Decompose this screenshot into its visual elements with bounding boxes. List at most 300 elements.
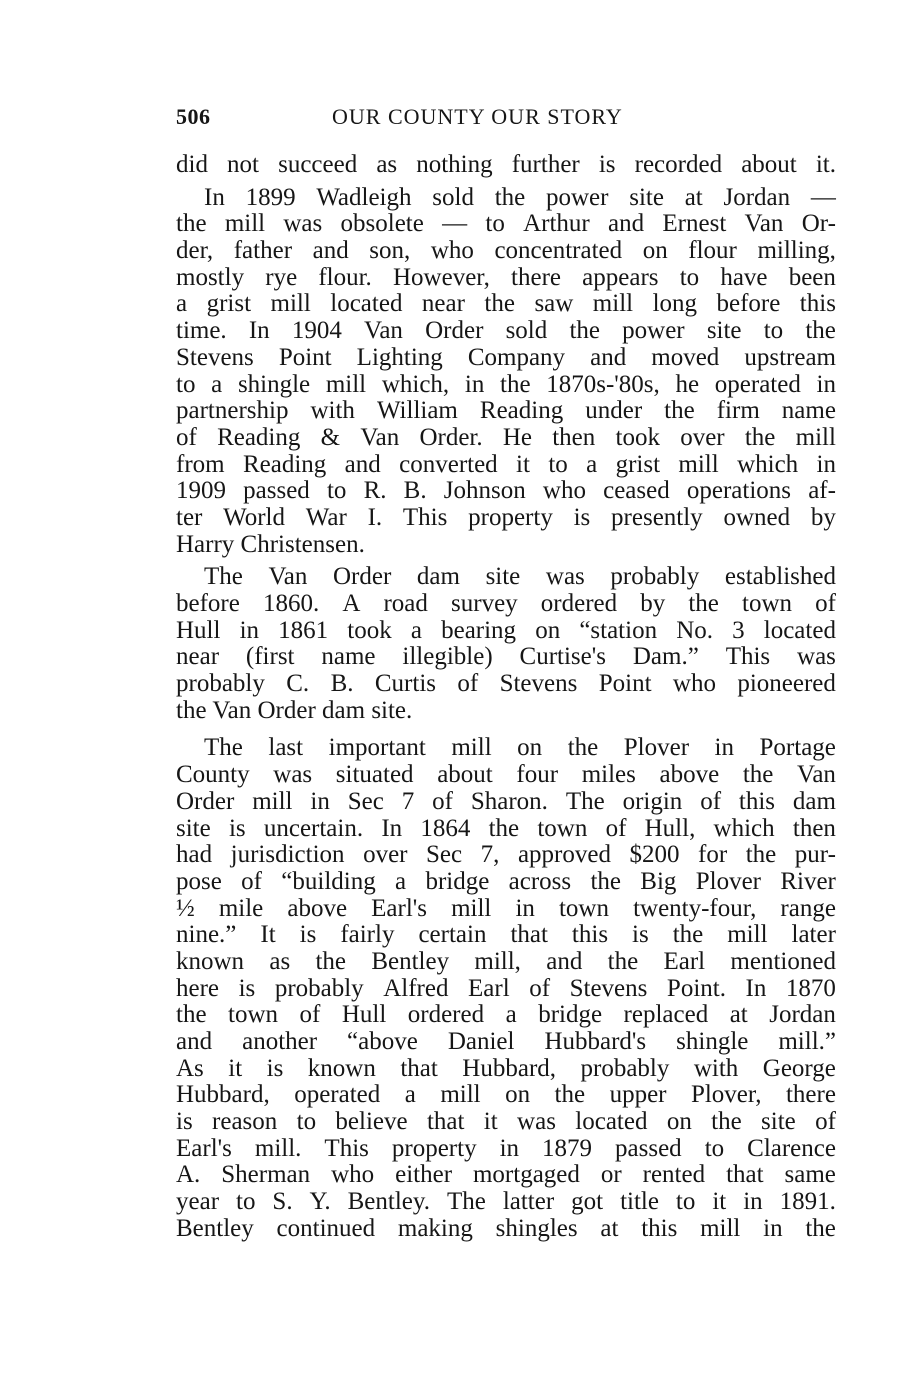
word: pioneered — [737, 670, 836, 698]
text-line — [176, 591, 836, 618]
word: & — [320, 423, 341, 451]
word: believe — [335, 1108, 408, 1136]
word: about — [741, 151, 797, 178]
word: been — [788, 263, 836, 291]
word: probably — [274, 974, 364, 1002]
word: It — [260, 921, 276, 949]
word: Daniel — [447, 1028, 515, 1055]
text-line — [176, 1109, 836, 1136]
word: is — [176, 1108, 193, 1136]
word: Company — [467, 343, 566, 371]
word: Jordan — [723, 183, 791, 211]
word: this — [641, 1214, 678, 1242]
text-line — [176, 425, 836, 452]
word: William — [376, 397, 458, 425]
word: had — [176, 841, 213, 869]
text-line — [176, 789, 836, 816]
word: probably — [610, 563, 700, 591]
word: in — [499, 1134, 520, 1162]
word: ½ — [176, 894, 195, 922]
word: Y. — [309, 1188, 331, 1216]
word: Van — [797, 761, 836, 789]
page-number: 506 — [176, 104, 211, 129]
word: father — [233, 237, 293, 265]
text-line — [176, 265, 836, 292]
word: across — [508, 867, 572, 895]
word: the — [494, 183, 526, 211]
word: moved — [651, 343, 720, 371]
word: power — [622, 317, 685, 345]
text-line — [176, 1029, 836, 1056]
word: site — [761, 1108, 796, 1136]
word: Stevens — [499, 670, 578, 698]
text-line — [176, 1002, 836, 1029]
text-line — [176, 372, 836, 399]
word: jurisdiction — [230, 841, 345, 869]
text-line — [176, 345, 836, 372]
word: Plover, — [690, 1081, 762, 1109]
word: Reading — [479, 397, 564, 425]
word: mill.” — [778, 1028, 836, 1055]
word: under — [585, 397, 643, 425]
word: the — [176, 1001, 207, 1029]
word: 7, — [480, 841, 500, 869]
word: In — [248, 317, 270, 345]
word: known — [176, 947, 245, 975]
word: R. — [363, 477, 387, 505]
word: In — [745, 974, 767, 1002]
text-line — [176, 478, 836, 505]
text-line — [176, 452, 836, 479]
word: Van — [744, 210, 784, 238]
word: 7 — [401, 787, 415, 815]
word: Earl — [663, 947, 706, 975]
word: town — [537, 814, 588, 842]
word: Lighting — [356, 343, 443, 371]
word: as — [269, 947, 291, 975]
word: this — [571, 921, 609, 949]
word: Point — [278, 343, 332, 371]
word: and — [344, 450, 381, 478]
word: sold — [505, 317, 548, 345]
word: in — [310, 787, 330, 815]
word: passed — [615, 1134, 682, 1162]
word: a — [586, 450, 598, 478]
word: of — [700, 787, 722, 815]
word: Ernest — [662, 210, 727, 238]
word: Sec — [426, 841, 463, 869]
word: a — [176, 290, 188, 318]
word: by — [810, 503, 836, 531]
word: The — [446, 1188, 486, 1216]
word: latter — [502, 1188, 555, 1216]
word: In — [381, 814, 403, 842]
word: 1861 — [278, 616, 329, 644]
text-line — [176, 1162, 836, 1189]
word: not — [227, 151, 259, 178]
word: located — [575, 1108, 648, 1136]
word: the — [744, 423, 776, 451]
word: As — [176, 1054, 204, 1082]
word: converted — [399, 450, 498, 478]
word: partnership — [176, 397, 289, 425]
word: in — [816, 370, 836, 398]
word: pose — [176, 867, 222, 895]
word: flour — [688, 237, 737, 265]
word: No. — [676, 616, 714, 644]
word: that — [510, 921, 548, 949]
text-line — [176, 1189, 836, 1216]
word: he — [675, 370, 700, 398]
word: rented — [642, 1161, 706, 1189]
word: Point — [598, 670, 652, 698]
word: is — [632, 921, 649, 949]
word: “station — [579, 616, 658, 644]
word: in — [816, 450, 836, 478]
word: the — [176, 210, 207, 238]
word: Portage — [759, 734, 836, 762]
word: of — [605, 814, 627, 842]
word: who — [672, 670, 716, 698]
word: operated — [294, 1081, 381, 1109]
word: This — [402, 503, 448, 531]
word: and — [608, 210, 645, 238]
word: in — [714, 734, 734, 762]
word: the — [315, 947, 347, 975]
text-line — [176, 762, 836, 789]
word: to — [679, 263, 700, 291]
word: illegible) — [402, 643, 493, 671]
word: The — [204, 734, 243, 762]
text-line — [176, 671, 836, 698]
word: the — [745, 841, 777, 869]
word: to — [485, 210, 505, 238]
text-line — [176, 922, 836, 949]
word: the — [554, 1081, 586, 1109]
word: 3 — [732, 616, 745, 644]
word: mill — [440, 1081, 481, 1109]
word: is — [266, 1054, 284, 1082]
word: mill — [795, 423, 836, 451]
word: Hubbard, — [176, 1081, 270, 1109]
word: I. — [367, 503, 383, 531]
word: operations — [686, 477, 792, 505]
word: was — [797, 643, 836, 671]
word: was — [283, 210, 323, 238]
word: mill — [700, 1214, 741, 1242]
word: is — [299, 921, 317, 949]
word: to — [704, 1134, 725, 1162]
word: milling, — [757, 237, 836, 265]
word: it. — [815, 151, 836, 178]
word: rye — [265, 263, 298, 291]
word: a — [505, 1001, 517, 1029]
word: 1904 — [291, 317, 342, 345]
text-line — [176, 644, 836, 671]
word: 1870s-'80s, — [546, 370, 660, 398]
word: another — [242, 1028, 318, 1055]
text-line: Harry Christensen. — [176, 530, 365, 558]
word: “above — [347, 1028, 418, 1055]
text-line — [176, 816, 836, 843]
word: at — [684, 183, 703, 211]
word: 1860. — [262, 590, 320, 617]
word: He — [502, 423, 532, 451]
word: Alfred — [383, 974, 449, 1002]
word: in — [239, 616, 260, 644]
word: mill — [451, 734, 492, 762]
word: site — [485, 563, 521, 591]
word: S. — [272, 1188, 293, 1216]
word: that — [426, 1108, 465, 1136]
text-line — [176, 869, 836, 896]
word: a — [211, 370, 223, 398]
word: at — [729, 1001, 748, 1029]
text-line — [176, 185, 836, 212]
word: shingle — [676, 1028, 749, 1055]
word: making — [397, 1214, 473, 1242]
word: Dam.” — [632, 643, 699, 671]
text-line: the Van Order dam site. — [176, 696, 413, 724]
word: a — [404, 1081, 416, 1109]
word: Hull — [341, 1001, 387, 1029]
word: upstream — [744, 343, 836, 371]
word: 1891. — [779, 1188, 836, 1216]
word: War — [305, 503, 347, 531]
word: at — [600, 1214, 619, 1242]
word: the — [805, 1214, 836, 1242]
word: the — [672, 921, 704, 949]
word: town — [228, 1001, 279, 1029]
word: in — [743, 1188, 763, 1216]
word: C. — [286, 670, 310, 698]
word: located — [763, 616, 836, 644]
word: that — [726, 1161, 764, 1189]
word: Earl — [468, 974, 510, 1002]
word: which, — [381, 370, 450, 398]
word: of — [815, 1108, 836, 1136]
word: for — [698, 841, 728, 869]
word: there — [511, 263, 561, 291]
text-line — [176, 842, 836, 869]
word: Hull — [176, 616, 221, 644]
word: on — [535, 616, 561, 644]
word: Point. — [666, 974, 726, 1002]
word: which — [713, 814, 775, 842]
word: 1864 — [420, 814, 471, 842]
word: continued — [276, 1214, 376, 1242]
word: dam — [792, 787, 836, 815]
word: is — [228, 814, 246, 842]
word: fairly — [340, 921, 395, 949]
text-line — [176, 152, 836, 179]
word: same — [784, 1161, 836, 1189]
word: there — [785, 1081, 836, 1109]
word: located — [330, 290, 403, 318]
word: son, — [369, 237, 411, 265]
word: the — [607, 947, 639, 975]
word: succeed — [278, 151, 358, 178]
word: mill — [270, 290, 311, 318]
word: Curtis — [374, 670, 436, 698]
word: of — [176, 423, 197, 451]
word: 1899 — [245, 183, 296, 211]
word: who — [542, 477, 586, 505]
word: Wadleigh — [316, 183, 412, 211]
word: the — [664, 397, 695, 425]
word: — — [810, 183, 836, 211]
word: the — [688, 590, 719, 617]
word: of — [529, 974, 551, 1002]
word: Van — [364, 317, 403, 345]
word: sold — [432, 183, 474, 211]
word: This — [324, 1134, 369, 1162]
word: did — [176, 151, 208, 178]
word: Arthur — [523, 210, 590, 238]
word: over — [363, 841, 408, 869]
word: as — [376, 151, 398, 178]
word: concentrated — [494, 237, 623, 265]
word: was — [517, 1108, 556, 1136]
word: George — [762, 1054, 836, 1082]
word: Order — [425, 317, 484, 345]
word: “building — [281, 867, 376, 895]
word: and — [546, 947, 583, 975]
word: uncertain. — [263, 814, 364, 842]
word: name — [321, 643, 376, 671]
word: shingles — [495, 1214, 578, 1242]
word: $200 — [629, 841, 680, 869]
word: site — [706, 317, 742, 345]
word: A — [342, 590, 361, 617]
word: Big — [640, 867, 677, 895]
word: Bentley — [371, 947, 450, 975]
word: flour. — [318, 263, 372, 291]
text-line — [176, 318, 836, 345]
word: to — [296, 1108, 317, 1136]
word: Van — [360, 423, 400, 451]
word: to — [548, 450, 568, 478]
word: Order. — [419, 423, 483, 451]
word: Jordan — [769, 1001, 836, 1029]
text-line — [176, 976, 836, 1003]
word: Sharon. — [470, 787, 548, 815]
word: took — [615, 423, 660, 451]
word: with — [310, 397, 355, 425]
word: it — [483, 1108, 498, 1136]
word: property — [468, 503, 553, 531]
word: B. — [330, 670, 354, 698]
word: mill — [325, 370, 367, 398]
word: in — [763, 1214, 783, 1242]
word: upper — [609, 1081, 667, 1109]
word: by — [640, 590, 666, 617]
word: firm — [716, 397, 760, 425]
word: here — [176, 974, 220, 1002]
word: survey — [451, 590, 518, 617]
word: got — [571, 1188, 604, 1216]
word: 1870 — [785, 974, 836, 1002]
text-line — [176, 1216, 836, 1243]
text-line — [176, 238, 836, 265]
word: is — [573, 503, 591, 531]
text-line — [176, 211, 836, 238]
word: The — [204, 563, 243, 591]
word: and — [176, 1028, 213, 1055]
word: to — [763, 317, 784, 345]
word: Order — [332, 563, 392, 591]
word: mile — [218, 894, 264, 922]
word: of — [241, 867, 262, 895]
word: Order — [176, 787, 235, 815]
word: about — [437, 761, 493, 789]
word: it — [712, 1188, 727, 1216]
word: bridge — [425, 867, 490, 895]
word: Plover — [695, 867, 762, 895]
word: Stevens — [176, 343, 254, 371]
word: on — [505, 1081, 531, 1109]
word: Hull, — [644, 814, 696, 842]
word: miles — [581, 761, 636, 789]
word: presently — [611, 503, 703, 531]
word: that — [400, 1054, 438, 1082]
word: it — [516, 450, 530, 478]
word: Sherman — [221, 1161, 311, 1189]
word: the — [500, 370, 531, 398]
word: mill — [451, 894, 492, 922]
word: four — [516, 761, 559, 789]
word: recorded — [634, 151, 723, 178]
word: near — [176, 643, 220, 671]
text-line — [176, 1136, 836, 1163]
text-line — [176, 949, 836, 976]
word: mill — [678, 450, 719, 478]
word: took — [347, 616, 392, 644]
word: either — [395, 1161, 453, 1189]
running-title: OUR COUNTY OUR STORY — [332, 104, 623, 129]
word: in — [515, 894, 535, 922]
word: Sec — [347, 787, 384, 815]
word: to — [176, 370, 196, 398]
word: replaced — [623, 1001, 709, 1029]
word: then — [552, 423, 596, 451]
word: der, — [176, 237, 214, 265]
word: mentioned — [730, 947, 836, 975]
word: However, — [392, 263, 490, 291]
word: town — [558, 894, 609, 922]
text-line — [176, 398, 836, 425]
word: a — [410, 616, 422, 644]
word: and — [312, 237, 349, 265]
word: bridge — [538, 1001, 603, 1029]
word: above — [287, 894, 348, 922]
word: situated — [335, 761, 414, 789]
word: from — [176, 450, 225, 478]
word: the — [488, 814, 520, 842]
word: mill. — [254, 1134, 302, 1162]
text-line — [176, 1056, 836, 1083]
word: owned — [723, 503, 791, 531]
word: Clarence — [747, 1134, 836, 1162]
text-line — [176, 618, 836, 645]
text-line — [176, 735, 836, 762]
word: road — [383, 590, 428, 617]
word: the — [711, 1108, 742, 1136]
word: this — [799, 290, 836, 318]
word: ter — [176, 503, 203, 531]
word: mill, — [474, 947, 521, 975]
word: to — [326, 477, 347, 505]
